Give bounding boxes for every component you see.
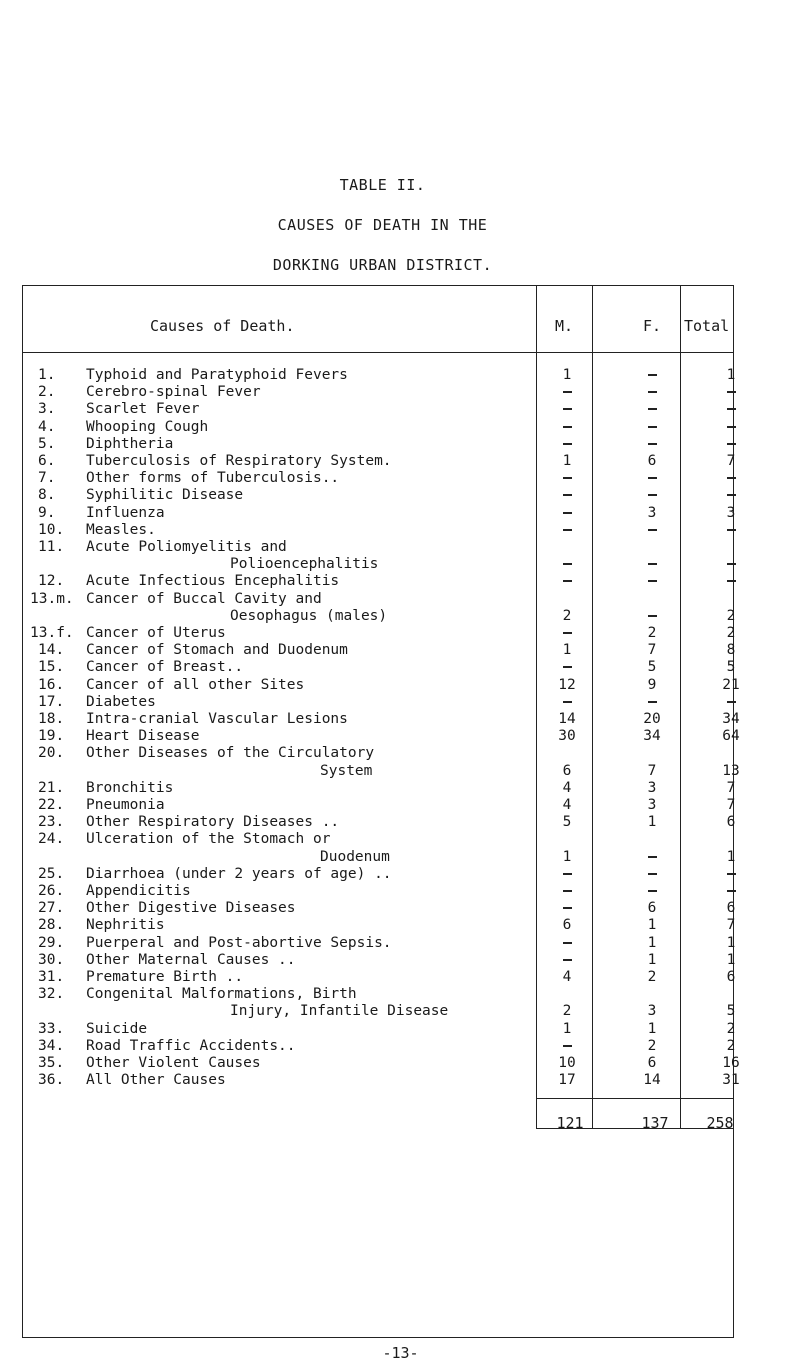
table-title-line-1: CAUSES OF DEATH IN THE (277, 216, 488, 234)
value-total: 13 (722, 762, 740, 779)
value-total: 6 (726, 969, 736, 985)
row-number: 32. (38, 986, 65, 1003)
value-female: 5 (647, 659, 657, 676)
value-total: 7 (726, 453, 736, 469)
value-total: 2 (726, 625, 736, 641)
value-female: 3 (647, 504, 657, 521)
dash-mark (563, 512, 572, 514)
value-total: 1 (726, 848, 736, 865)
value-total: 3 (726, 504, 736, 521)
cause-label: Cancer of Breast.. (86, 659, 244, 676)
cause-label-continued: Polioencephalitis (230, 556, 379, 573)
value-male: 5 (562, 814, 572, 831)
dash-mark (727, 408, 736, 410)
value-total (716, 487, 746, 504)
dash-mark (727, 580, 736, 582)
value-female (637, 573, 667, 590)
dash-mark (563, 959, 572, 961)
value-female: 9 (647, 676, 657, 693)
value-male (552, 952, 582, 969)
cause-label: Diphtheria (86, 435, 174, 452)
row-number: 33. (38, 1020, 65, 1037)
value-total: 2 (726, 1037, 736, 1054)
dash-mark (648, 701, 657, 703)
cause-label: Bronchitis (86, 779, 174, 796)
row-number: 12. (38, 573, 65, 590)
dash-mark (563, 942, 572, 944)
value-total: 5 (726, 1003, 736, 1020)
total-all: 258 (706, 1114, 734, 1132)
value-female: 20 (643, 711, 661, 727)
value-female (637, 849, 667, 866)
dash-mark (648, 563, 657, 565)
value-male (552, 384, 582, 401)
cause-label-continued: Injury, Infantile Disease (230, 1003, 449, 1020)
row-number: 36. (38, 1072, 65, 1089)
dash-mark (727, 701, 736, 703)
row-number: 11. (38, 539, 65, 555)
value-male (552, 694, 582, 711)
row-number: 8. (38, 487, 56, 504)
value-male (552, 625, 582, 642)
value-total (716, 401, 746, 418)
cause-label: Syphilitic Disease (86, 487, 244, 504)
row-number: 34. (38, 1037, 65, 1054)
cause-label-continued: Duodenum (320, 848, 390, 865)
dash-mark (563, 1045, 572, 1047)
value-total: 2 (726, 1020, 736, 1037)
cause-label: Cancer of Uterus (86, 625, 226, 641)
dash-mark (648, 477, 657, 479)
dash-mark (648, 529, 657, 531)
value-female: 1 (647, 814, 657, 831)
value-male: 17 (558, 1072, 576, 1089)
total-female: 137 (641, 1114, 669, 1132)
cause-label: Cerebro-spinal Fever (86, 384, 261, 401)
dash-mark (563, 666, 572, 668)
value-male: 1 (562, 453, 572, 469)
value-male: 2 (562, 607, 572, 624)
value-male: 4 (562, 779, 572, 796)
value-total (716, 384, 746, 401)
column-header-total: Total (684, 317, 730, 335)
dash-mark (563, 563, 572, 565)
cause-label: Whooping Cough (86, 418, 209, 435)
value-female (637, 556, 667, 573)
value-male (552, 487, 582, 504)
cause-label: Cancer of Buccal Cavity and (86, 590, 322, 607)
value-male (552, 1038, 582, 1055)
value-female: 14 (643, 1072, 661, 1089)
cause-label: Suicide (86, 1020, 148, 1037)
value-female: 2 (647, 1037, 657, 1054)
value-female (637, 608, 667, 625)
cause-label: Diabetes (86, 693, 156, 710)
value-male (552, 419, 582, 436)
cause-label: Other Violent Causes (86, 1055, 261, 1071)
value-male: 2 (562, 1003, 572, 1020)
cause-label: Premature Birth .. (86, 969, 244, 985)
header-rule (22, 352, 734, 353)
value-female (637, 487, 667, 504)
value-female (637, 694, 667, 711)
value-male: 4 (562, 797, 572, 813)
dash-mark (563, 907, 572, 909)
row-number: 10. (38, 521, 65, 538)
value-male (552, 470, 582, 487)
value-female (637, 470, 667, 487)
value-female: 7 (647, 762, 657, 779)
cause-label: Intra-cranial Vascular Lesions (86, 711, 348, 727)
cause-label: Other Respiratory Diseases .. (86, 814, 340, 831)
row-number: 18. (38, 711, 65, 727)
dash-mark (563, 443, 572, 445)
column-header-female: F. (643, 317, 662, 335)
cause-label: Measles. (86, 521, 156, 538)
value-male: 6 (562, 762, 572, 779)
value-total: 21 (722, 676, 740, 693)
row-number: 1. (38, 367, 56, 383)
row-number: 24. (38, 831, 65, 848)
row-number: 20. (38, 745, 65, 762)
row-number: 25. (38, 865, 65, 882)
value-female (637, 419, 667, 436)
value-male: 4 (562, 969, 572, 985)
value-male (552, 522, 582, 539)
dash-mark (563, 701, 572, 703)
cause-label: Diarrhoea (under 2 years of age) .. (86, 865, 392, 882)
value-total: 6 (726, 900, 736, 917)
value-total: 7 (726, 779, 736, 796)
row-number: 17. (38, 693, 65, 710)
dash-mark (727, 494, 736, 496)
value-total: 16 (722, 1055, 740, 1071)
value-total: 5 (726, 659, 736, 676)
dash-mark (563, 426, 572, 428)
value-female (637, 384, 667, 401)
row-number: 7. (38, 470, 56, 487)
dash-mark (727, 563, 736, 565)
row-number: 9. (38, 504, 56, 521)
value-male (552, 659, 582, 676)
row-number: 19. (38, 728, 65, 745)
value-male (552, 556, 582, 573)
value-total (716, 556, 746, 573)
value-total (716, 419, 746, 436)
dash-mark (648, 374, 657, 376)
dash-mark (727, 873, 736, 875)
value-female (637, 883, 667, 900)
cause-label: Acute Infectious Encephalitis (86, 573, 340, 590)
dash-mark (648, 494, 657, 496)
value-female: 1 (647, 934, 657, 951)
dash-mark (648, 408, 657, 410)
dash-mark (727, 443, 736, 445)
value-male (552, 505, 582, 522)
value-male: 6 (562, 917, 572, 934)
cause-label: Tuberculosis of Respiratory System. (86, 453, 392, 469)
value-male: 1 (562, 367, 572, 383)
value-total (716, 470, 746, 487)
cause-label: Other Digestive Diseases (86, 900, 296, 917)
value-female: 2 (647, 969, 657, 985)
totals-rule-top (536, 1098, 734, 1099)
table-label: TABLE II. (339, 176, 426, 194)
cause-label-continued: Oesophagus (males) (230, 607, 388, 624)
value-male: 1 (562, 848, 572, 865)
cause-label: Other Maternal Causes .. (86, 951, 296, 968)
value-male: 30 (558, 728, 576, 745)
cause-label: Other forms of Tuberculosis.. (86, 470, 340, 487)
value-female: 3 (647, 779, 657, 796)
cause-label: Cancer of all other Sites (86, 676, 305, 693)
value-total (716, 573, 746, 590)
value-total: 1 (726, 934, 736, 951)
dash-mark (563, 494, 572, 496)
value-female: 1 (647, 1020, 657, 1037)
cause-label: Acute Poliomyelitis and (86, 539, 287, 555)
cause-label: Influenza (86, 504, 165, 521)
cause-label-continued: System (320, 762, 373, 779)
value-total: 1 (726, 367, 736, 383)
value-total (716, 436, 746, 453)
cause-label: Congenital Malformations, Birth (86, 986, 357, 1003)
value-male: 1 (562, 1020, 572, 1037)
dash-mark (727, 426, 736, 428)
dash-mark (563, 580, 572, 582)
row-number: 3. (38, 401, 56, 418)
value-female (637, 522, 667, 539)
dash-mark (563, 873, 572, 875)
row-number: 13.m. (30, 590, 74, 607)
value-female: 1 (647, 917, 657, 934)
row-number: 2. (38, 384, 56, 401)
value-male (552, 436, 582, 453)
value-female: 2 (647, 625, 657, 641)
row-number: 16. (38, 676, 65, 693)
value-female: 7 (647, 642, 657, 659)
cause-label: Heart Disease (86, 728, 200, 745)
dash-mark (648, 443, 657, 445)
value-total (716, 522, 746, 539)
value-total: 2 (726, 607, 736, 624)
dash-mark (563, 477, 572, 479)
cause-label: Scarlet Fever (86, 401, 200, 418)
row-number: 27. (38, 900, 65, 917)
dash-mark (563, 529, 572, 531)
dash-mark (648, 391, 657, 393)
value-total: 1 (726, 951, 736, 968)
cause-label: All Other Causes (86, 1072, 226, 1089)
row-number: 21. (38, 779, 65, 796)
row-number: 5. (38, 435, 56, 452)
row-number: 13.f. (30, 625, 74, 641)
row-number: 29. (38, 934, 65, 951)
dash-mark (648, 580, 657, 582)
dash-mark (727, 529, 736, 531)
row-number: 6. (38, 453, 56, 469)
value-female (637, 401, 667, 418)
row-number: 23. (38, 814, 65, 831)
cause-label: Appendicitis (86, 883, 191, 899)
cause-label: Pneumonia (86, 797, 165, 813)
row-number: 26. (38, 883, 65, 899)
value-male (552, 935, 582, 952)
value-female: 3 (647, 1003, 657, 1020)
value-male: 10 (558, 1055, 576, 1071)
value-total (716, 866, 746, 883)
row-number: 35. (38, 1055, 65, 1071)
row-number: 14. (38, 642, 65, 659)
dash-mark (648, 890, 657, 892)
page-number: -13- (382, 1344, 419, 1362)
value-total: 31 (722, 1072, 740, 1089)
row-number: 22. (38, 797, 65, 813)
cause-label: Other Diseases of the Circulatory (86, 745, 375, 762)
value-female: 3 (647, 797, 657, 813)
value-female: 6 (647, 1055, 657, 1071)
cause-label: Typhoid and Paratyphoid Fevers (86, 367, 348, 383)
row-number: 30. (38, 951, 65, 968)
dash-mark (563, 632, 572, 634)
cause-label: Cancer of Stomach and Duodenum (86, 642, 348, 659)
value-male (552, 883, 582, 900)
cause-label: Road Traffic Accidents.. (86, 1037, 296, 1054)
dash-mark (563, 408, 572, 410)
value-female (637, 436, 667, 453)
row-number: 28. (38, 917, 65, 934)
value-total: 7 (726, 797, 736, 813)
row-number: 31. (38, 969, 65, 985)
value-male: 12 (558, 676, 576, 693)
cause-label: Nephritis (86, 917, 165, 934)
value-female: 6 (647, 900, 657, 917)
value-female: 1 (647, 951, 657, 968)
value-total (716, 694, 746, 711)
value-total (716, 883, 746, 900)
value-male (552, 900, 582, 917)
value-male (552, 866, 582, 883)
table-title-line-2: DORKING URBAN DISTRICT. (272, 256, 493, 274)
value-total: 7 (726, 917, 736, 934)
cause-label: Ulceration of the Stomach or (86, 831, 331, 848)
dash-mark (648, 873, 657, 875)
value-male: 1 (562, 642, 572, 659)
cause-label: Puerperal and Post-abortive Sepsis. (86, 934, 392, 951)
column-header-cause: Causes of Death. (150, 317, 295, 335)
row-number: 15. (38, 659, 65, 676)
dash-mark (727, 890, 736, 892)
value-male (552, 573, 582, 590)
dash-mark (648, 615, 657, 617)
value-female: 6 (647, 453, 657, 469)
value-total: 8 (726, 642, 736, 659)
dash-mark (563, 890, 572, 892)
value-male (552, 401, 582, 418)
row-number: 4. (38, 418, 56, 435)
value-total: 64 (722, 728, 740, 745)
column-header-male: M. (555, 317, 574, 335)
value-total: 34 (722, 711, 740, 727)
dash-mark (648, 856, 657, 858)
total-male: 121 (556, 1114, 584, 1132)
value-female (637, 367, 667, 384)
dash-mark (727, 477, 736, 479)
dash-mark (563, 391, 572, 393)
value-female (637, 866, 667, 883)
dash-mark (648, 426, 657, 428)
value-female: 34 (643, 728, 661, 745)
value-total: 6 (726, 814, 736, 831)
dash-mark (727, 391, 736, 393)
value-male: 14 (558, 711, 576, 727)
